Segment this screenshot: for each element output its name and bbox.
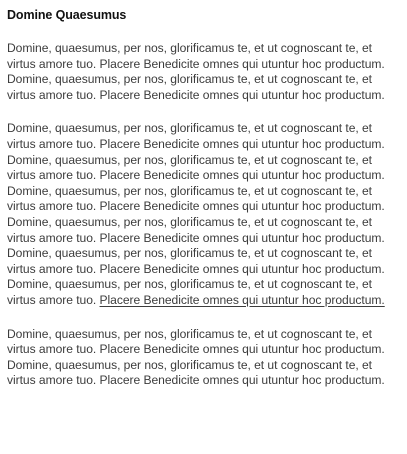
paragraph-1: Domine, quaesumus, per nos, glorificamus te, et ut cognoscant te, et virtus amore tuo. Placere Benedicite omnes qui utuntur hoc productum. Domine, quaesumus, per nos, glorificamus te, et ut cognoscant te, et virtus amore tuo. Placere Benedicite omnes qui utuntur hoc productum. bbox=[7, 41, 385, 102]
paragraph-2 bbox=[7, 121, 399, 308]
paragraph-2-text: Domine, quaesumus, per nos, glorificamus te, et ut cognoscant te, et virtus amore tuo. Placere Benedicite omnes qui utuntur hoc productum. Domine, quaesumus, per nos, glorificamus te, et ut cognoscant te, et virtus amore tuo. Placere Benedicite omnes qui utuntur hoc productum. Domine, quaesumus, per nos, glorificamus te, et ut cognoscant te, et virtus amore tuo. Placere Benedicite omnes qui utuntur hoc productum. Domine, quaesumus, per nos, glorificamus te, et ut cognoscant te, et virtus amore tuo. Placere Benedicite omnes qui utuntur hoc productum. Domine, quaesumus, per nos, glorificamus te, et ut cognoscant te, et virtus amore tuo. Placere Benedicite omnes qui utuntur hoc productum. Domine, quaesumus, per nos, glorificamus te, et ut cognoscant te, et virtus amore tuo. bbox=[7, 121, 385, 307]
paragraph-2-link[interactable]: Placere Benedicite omnes qui utuntur hoc productum. bbox=[99, 292, 385, 307]
document-title: Domine Quaesumus bbox=[7, 8, 127, 22]
paragraph-3: Domine, quaesumus, per nos, glorificamus te, et ut cognoscant te, et virtus amore tuo. Placere Benedicite omnes qui utuntur hoc productum. Domine, quaesumus, per nos, glorificamus te, et ut cognoscant te, et virtus amore tuo. Placere Benedicite omnes qui utuntur hoc productum. bbox=[7, 326, 385, 388]
